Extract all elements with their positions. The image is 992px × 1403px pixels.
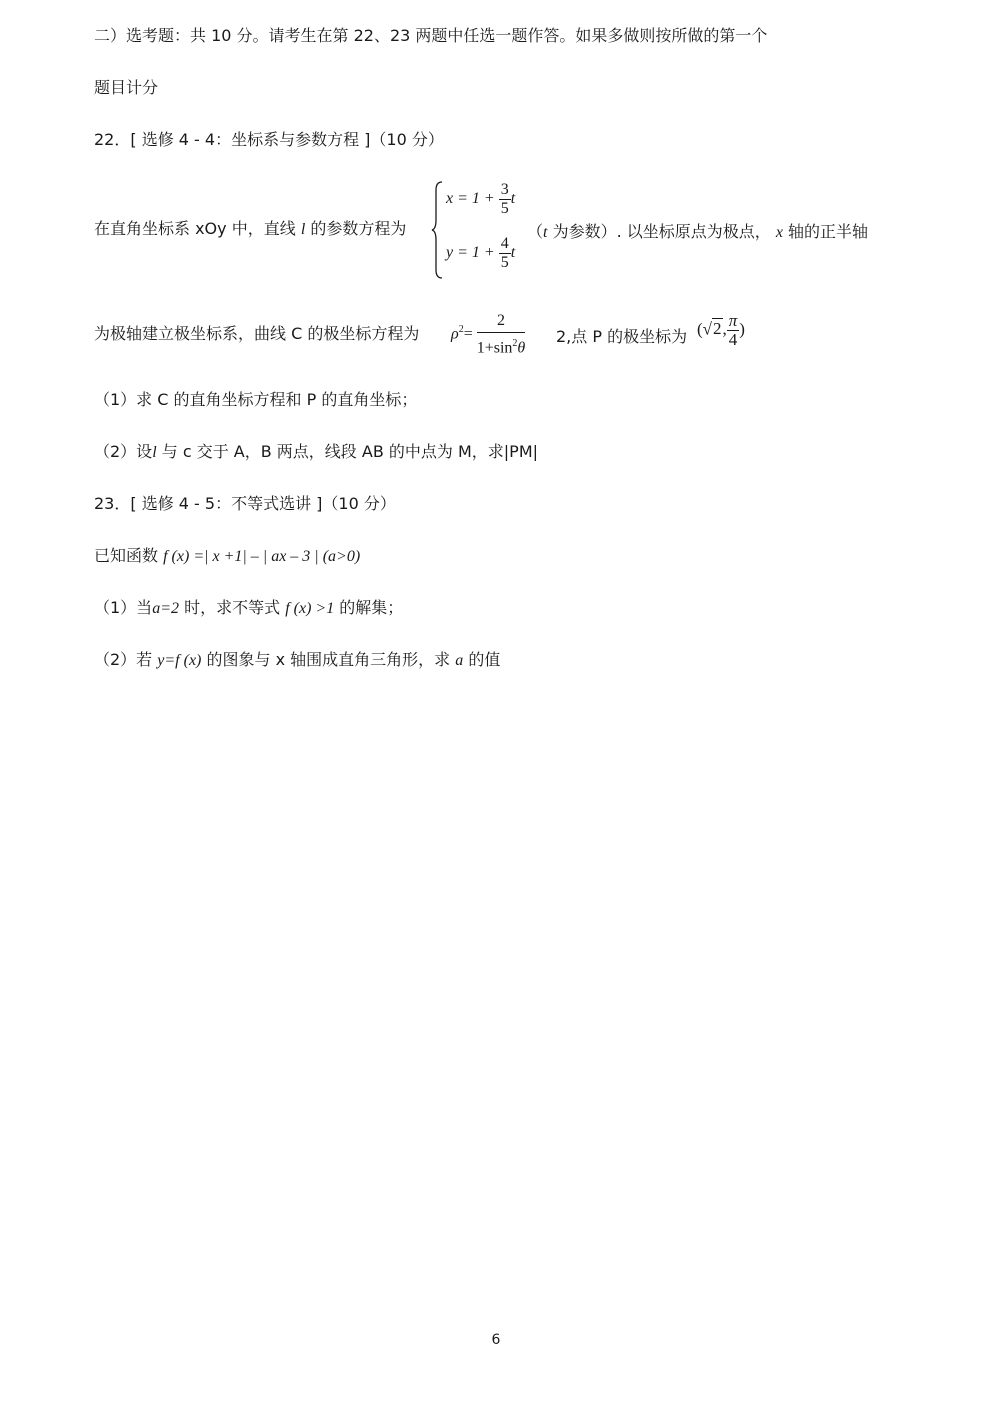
q22-part1: （1）求 C 的直角坐标方程和 P 的直角坐标； (94, 390, 418, 409)
point-p-coordinates (697, 312, 745, 349)
q23-part2-a-var: a (455, 652, 464, 669)
polar-rho: ρ (451, 325, 459, 343)
q22-intro-tail: 的参数方程为 (310, 219, 407, 238)
q22-part2-text: 与 c 交于 A，B 两点，线段 AB 的中点为 M，求|PM| (161, 442, 539, 461)
eq-y-var: t (510, 244, 516, 262)
p-angle-fraction (727, 312, 740, 349)
p-open-paren: ( (697, 319, 703, 339)
q23-part2-lead: （2）若 (94, 650, 153, 669)
q23-func-intro: 已知函数 (94, 546, 159, 565)
eq-y-lhs: y = 1 + (446, 244, 495, 262)
eq-x-lhs: x = 1 + (446, 190, 495, 208)
p-close-paren: ) (739, 319, 745, 339)
polar-den-exponent: 2 (512, 338, 518, 349)
eq-x-numerator: 3 (500, 181, 509, 198)
polar-numerator: 2 (477, 312, 526, 333)
q22-part2 (94, 442, 538, 463)
q23-part2-tail: 的值 (468, 650, 501, 669)
polar-tail: 2,点 P 的极坐标为 (556, 327, 688, 346)
param-note-open: （ (527, 222, 544, 241)
polar-equation (451, 312, 525, 357)
q23-part2 (94, 650, 500, 671)
q22-line-var: l (300, 221, 306, 238)
p-angle-four: 4 (728, 330, 738, 349)
equation-y (446, 235, 515, 272)
p-radicand: 2 (713, 319, 722, 339)
eq-y-denominator: 5 (500, 254, 509, 271)
q23-part1-condition: a=2 (152, 600, 179, 617)
q22-intro-line (94, 219, 406, 240)
q22-part2-lead: （2）设 (94, 442, 153, 461)
q22-heading: 22．[ 选修 4 - 4：坐标系与参数方程 ]（10 分） (94, 130, 444, 149)
param-note-text: 为参数）. 以坐标原点为极点， (552, 222, 771, 241)
q23-part1 (94, 598, 403, 619)
axis-tail-text: 轴的正半轴 (788, 222, 869, 241)
p-sqrt-sign: √ (702, 319, 713, 339)
q22-intro-text: 在直角坐标系 xOy 中，直线 (94, 219, 296, 238)
q23-part1-lead: （1）当 (94, 598, 153, 617)
eq-x-denominator: 5 (500, 200, 509, 217)
eq-y-fraction (499, 235, 511, 272)
q22-part2-line-var: l (152, 444, 157, 461)
q23-part2-text: 的图象与 x 轴围成直角三角形，求 (206, 650, 451, 669)
param-note (527, 219, 868, 242)
eq-y-numerator: 4 (500, 235, 509, 252)
page-number: 6 (491, 1332, 501, 1348)
eq-x-fraction (499, 181, 511, 218)
polar-equals: = (463, 325, 473, 343)
q23-part1-tail: 的解集； (339, 598, 404, 617)
polar-den-theta: θ (517, 339, 526, 357)
q23-part1-text: 时，求不等式 (184, 598, 281, 617)
polar-den-text: 1+sin (476, 339, 513, 357)
p-angle-pi: π (728, 311, 738, 330)
q22-polar-intro: 为极轴建立极坐标系，曲线 C 的极坐标方程为 (94, 324, 420, 343)
system-brace (430, 180, 444, 280)
param-t: t (543, 224, 548, 241)
p-comma: , (722, 319, 727, 339)
q23-func-expression: f (x) =| x +1| – | ax – 3 | (a>0) (163, 548, 361, 565)
q23-heading: 23．[ 选修 4 - 5：不等式选讲 ]（10 分） (94, 494, 396, 513)
q23-part2-expression: y=f (x) (157, 652, 202, 669)
axis-x-var: x (775, 224, 783, 241)
polar-rho-exponent: 2 (458, 324, 464, 336)
section-instruction: 二）选考题：共 10 分。请考生在第 22、23 两题中任选一题作答。如果多做则按所做的第一个 (94, 26, 768, 45)
polar-denominator (477, 333, 526, 357)
polar-fraction (477, 312, 526, 357)
section-instruction-cont: 题目计分 (94, 78, 159, 97)
q23-function-line (94, 546, 360, 567)
equation-x (446, 181, 515, 218)
eq-x-var: t (510, 190, 516, 208)
q23-part1-inequality: f (x) >1 (285, 600, 335, 617)
